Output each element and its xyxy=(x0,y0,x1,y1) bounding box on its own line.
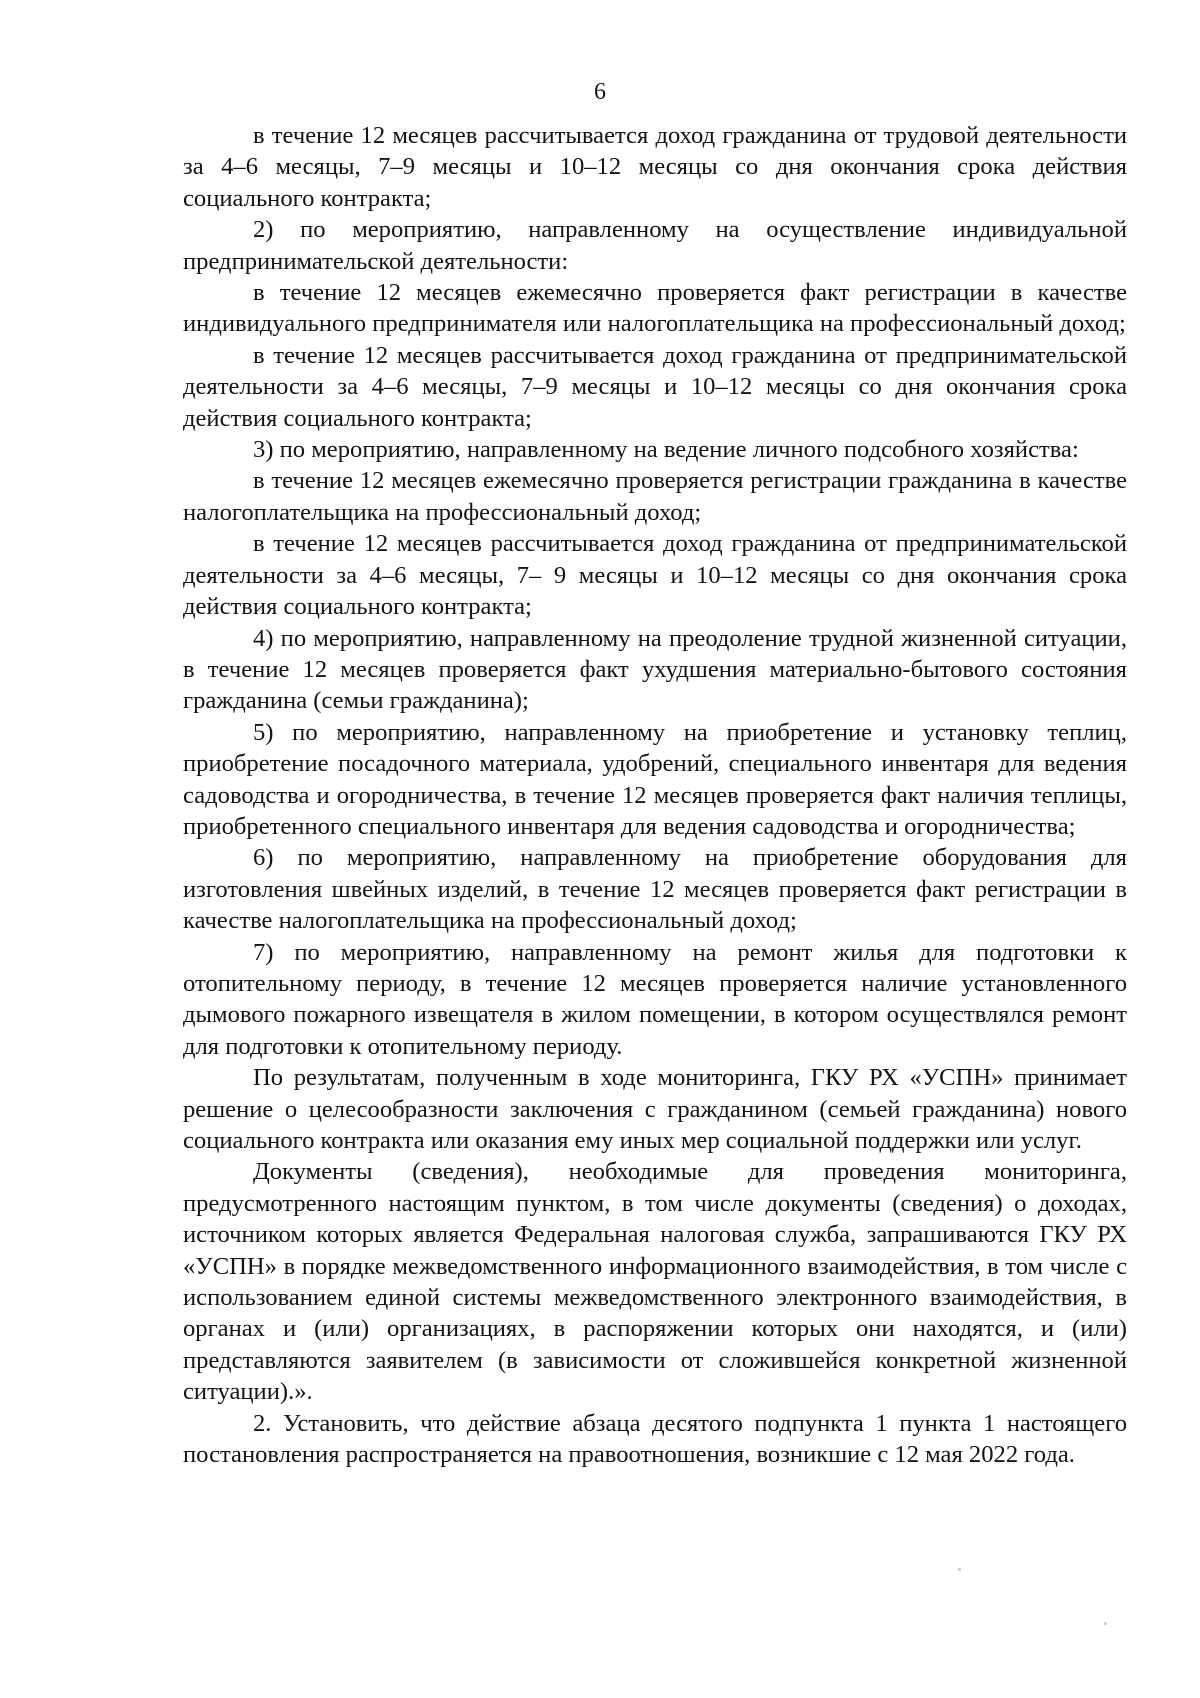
paragraph-item-2-registration: в течение 12 месяцев ежемесячно проверяется факт регистрации в качестве индивидуального предпринимателя или налогоплательщика на профессиональный доход; xyxy=(183,279,1127,338)
page-number: 6 xyxy=(594,79,606,105)
paragraph-monitoring-results: По результатам, полученным в ходе мониторинга, ГКУ РХ «УСПН» принимает решение о целесообразности заключения с гражданином (семьей гражданина) нового социального контракта или оказания ему иных мер социальной поддержки или услуг. xyxy=(183,1064,1127,1154)
paragraph-item-4: 4) по мероприятию, направленному на преодоление трудной жизненной ситуации, в течение 12 месяцев проверяется факт ухудшения материально-бытового состояния гражданина (семьи гражданина); xyxy=(183,624,1127,715)
paragraph-income-labor: в течение 12 месяцев рассчитывается доход гражданина от трудовой деятельности за 4–6 месяцы, 7–9 месяцы и 10–12 месяцы со дня окончания срока действия социального контракта; xyxy=(183,122,1127,212)
paragraph-item-5: 5) по мероприятию, направленному на приобретение и установку теплиц, приобретение посадочного материала, удобрений, специального инвентаря для ведения садоводства и огородничества, в течение 12 месяцев проверяется факт наличия теплицы, приобретенного специального инвентаря для ведения садоводства и огородничества; xyxy=(183,718,1127,840)
scan-speck xyxy=(1104,1622,1107,1625)
document-body xyxy=(183,120,1127,1470)
paragraph-documents: Документы (сведения), необходимые для проведения мониторинга, предусмотренного настоящим пунктом, в том числе документы (сведения) о доходах, источником которых является Федеральная налоговая служба, запрашиваются ГКУ РХ «УСПН» в порядке межведомственного информационного взаимодействия, в том числе с использованием единой системы межведомственного электронного взаимодействия, в органах и (или) организациях, в распоряжении которых они находятся, и (или) представляются заявителем (в зависимости от сложившейся конкретной жизненной ситуации).». xyxy=(183,1158,1127,1406)
paragraph-item-3-registration: в течение 12 месяцев ежемесячно проверяется регистрации гражданина в качестве налогоплательщика на профессиональный доход; xyxy=(183,467,1127,526)
paragraph-item-7: 7) по мероприятию, направленному на ремонт жилья для подготовки к отопительному периоду, в течение 12 месяцев проверяется наличие установленного дымового пожарного извещателя в жилом помещении, в котором осуществлялся ремонт для подготовки к отопительному периоду. xyxy=(183,938,1127,1060)
paragraph-item-3-income: в течение 12 месяцев рассчитывается доход гражданина от предпринимательской деятельности за 4–6 месяцы, 7– 9 месяцы и 10–12 месяцы со дня окончания срока действия социального контракта; xyxy=(183,530,1127,621)
paragraph-item-2-income: в течение 12 месяцев рассчитывается доход гражданина от предпринимательской деятельности за 4–6 месяцы, 7–9 месяцы и 10–12 месяцы со дня окончания срока действия социального контракта; xyxy=(183,341,1127,432)
paragraph-clause-2: 2. Установить, что действие абзаца десятого подпункта 1 пункта 1 настоящего постановления распространяется на правоотношения, возникшие с 12 мая 2022 года. xyxy=(183,1409,1127,1469)
paragraph-item-2-heading: 2) по мероприятию, направленному на осуществление индивидуальной предпринимательской деятельности: xyxy=(183,216,1127,275)
paragraph-item-3-heading: 3) по мероприятию, направленному на ведение личного подсобного хозяйства: xyxy=(253,436,1079,464)
paragraph-item-6: 6) по мероприятию, направленному на приобретение оборудования для изготовления швейных изделий, в течение 12 месяцев проверяется факт регистрации в качестве налогоплательщика на профессиональный доход; xyxy=(183,844,1127,935)
scan-speck xyxy=(958,1568,961,1571)
